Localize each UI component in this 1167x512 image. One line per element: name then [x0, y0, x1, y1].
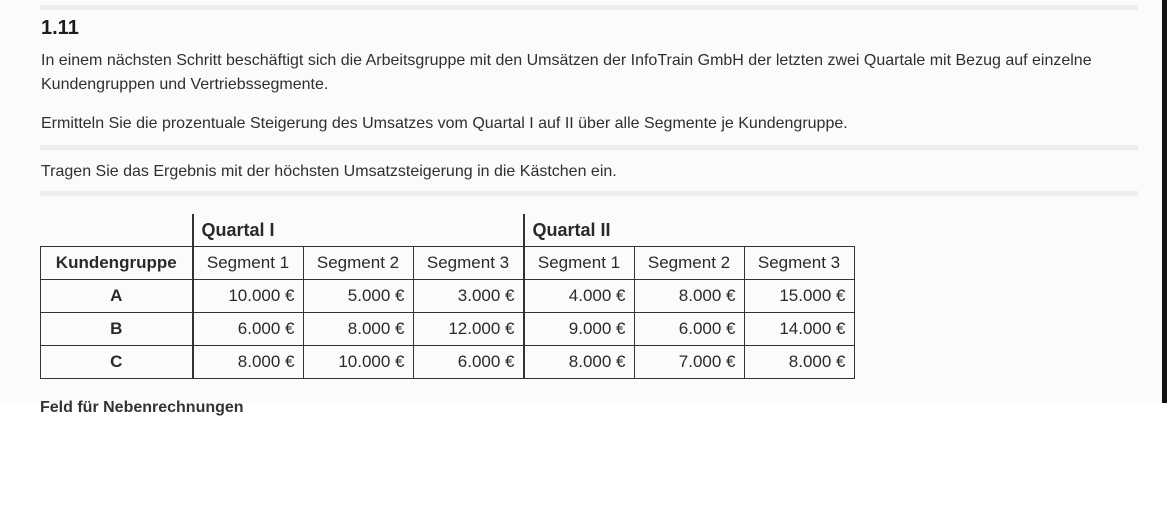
group-label: B	[41, 313, 193, 346]
revenue-cell: 12.000 €	[413, 313, 524, 346]
sales-table	[40, 214, 855, 379]
revenue-cell: 9.000 €	[524, 313, 635, 346]
quarter-2-header: Quartal II	[524, 214, 855, 247]
revenue-cell: 7.000 €	[634, 346, 744, 379]
revenue-cell: 8.000 €	[524, 346, 635, 379]
table-row	[41, 346, 855, 379]
group-label: A	[41, 280, 193, 313]
exercise-number: 1.11	[41, 17, 79, 39]
revenue-cell: 10.000 €	[193, 280, 304, 313]
revenue-cell: 8.000 €	[744, 346, 854, 379]
segment-header: Segment 2	[634, 247, 744, 280]
revenue-cell: 15.000 €	[744, 280, 854, 313]
quarter-1-header: Quartal I	[193, 214, 524, 247]
task-text-1: Ermitteln Sie die prozentuale Steigerung des Umsatzes vom Quartal I auf II über alle Segmente je Kundengruppe.	[41, 115, 848, 132]
task-text-2: Tragen Sie das Ergebnis mit der höchsten Umsatzsteigerung in die Kästchen ein.	[41, 163, 617, 180]
revenue-cell: 6.000 €	[193, 313, 304, 346]
quarter-header-row	[41, 214, 855, 247]
segment-header: Segment 2	[303, 247, 413, 280]
revenue-cell: 3.000 €	[413, 280, 524, 313]
intro-text: In einem nächsten Schritt beschäftigt sich die Arbeitsgruppe mit den Umsätzen der InfoTrain GmbH der letzten zwei Quartale mit Bezug auf einzelne Kundengruppen und Vertriebssegmente.	[41, 52, 1092, 93]
segment-header: Segment 3	[413, 247, 524, 280]
revenue-cell: 10.000 €	[303, 346, 413, 379]
divider	[40, 145, 1138, 150]
empty-corner	[41, 214, 193, 247]
divider	[40, 5, 1138, 10]
group-label: C	[41, 346, 193, 379]
segment-header: Segment 1	[524, 247, 635, 280]
segment-header: Segment 1	[193, 247, 304, 280]
revenue-cell: 14.000 €	[744, 313, 854, 346]
divider	[40, 191, 1138, 196]
revenue-cell: 8.000 €	[634, 280, 744, 313]
revenue-cell: 6.000 €	[413, 346, 524, 379]
segment-header-row	[41, 247, 855, 280]
table-row	[41, 280, 855, 313]
revenue-cell: 6.000 €	[634, 313, 744, 346]
group-column-header: Kundengruppe	[41, 247, 193, 280]
revenue-cell: 8.000 €	[193, 346, 304, 379]
revenue-cell: 8.000 €	[303, 313, 413, 346]
table-row	[41, 313, 855, 346]
revenue-cell: 5.000 €	[303, 280, 413, 313]
scan-border	[1162, 0, 1167, 403]
cut-off-text: Feld für Nebenrechnungen	[40, 399, 244, 416]
segment-header: Segment 3	[744, 247, 854, 280]
revenue-cell: 4.000 €	[524, 280, 635, 313]
